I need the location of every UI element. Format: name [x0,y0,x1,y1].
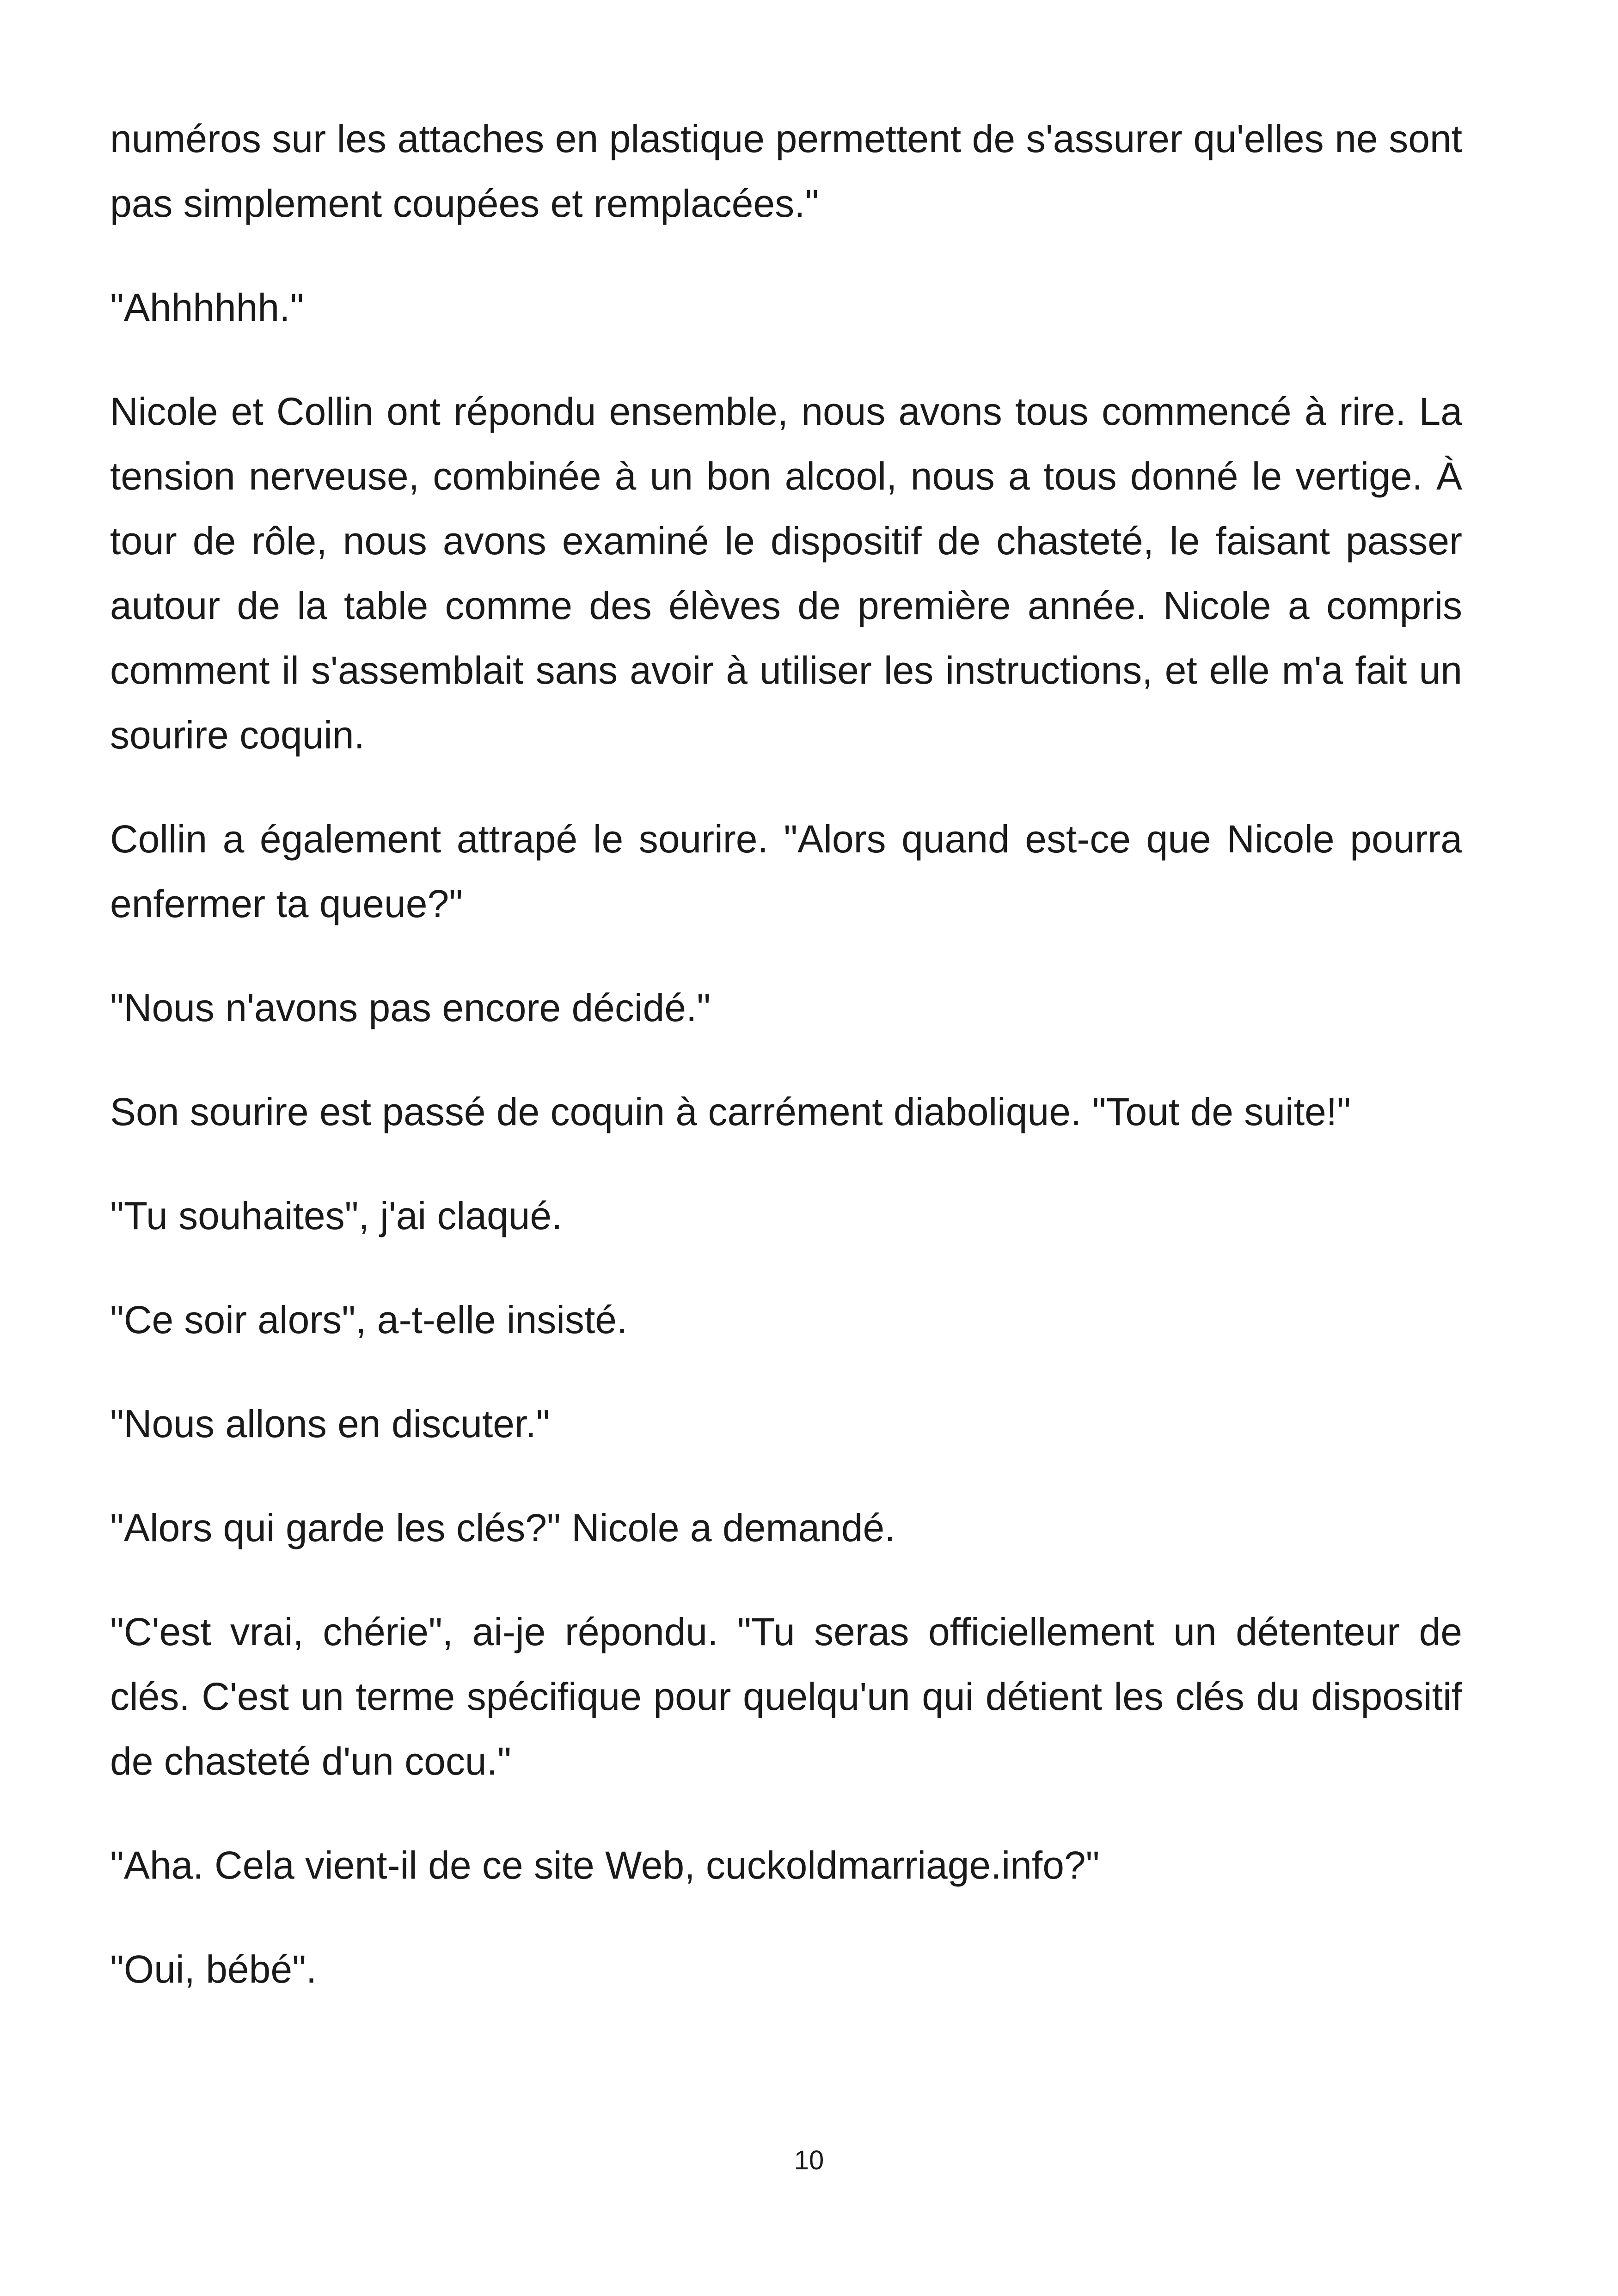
paragraph: "Aha. Cela vient-il de ce site Web, cuckoldmarriage.info?" [110,1843,1100,1887]
paragraph: "Ahhhhhh." [110,286,304,329]
paragraph: "Alors qui garde les clés?" Nicole a demandé. [110,1506,895,1549]
text-body [110,106,1462,2041]
paragraph: numéros sur les attaches en plastique permettent de s'assurer qu'elles ne sont pas simplement coupées et remplacées." [110,117,1462,225]
paragraph: Nicole et Collin ont répondu ensemble, nous avons tous commencé à rire. La tension nerveuse, combinée à un bon alcool, nous a tous donné le vertige. À tour de rôle, nous avons examiné le dispositif de chasteté, le faisant passer autour de la table comme des élèves de première année. Nicole a compris comment il s'assemblait sans avoir à utiliser les instructions, et elle m'a fait un sourire coquin. [110,390,1462,757]
paragraph: "Ce soir alors", a-t-elle insisté. [110,1298,628,1341]
paragraph: "Nous n'avons pas encore décidé." [110,986,711,1029]
page-number: 10 [794,2145,824,2175]
paragraph: Son sourire est passé de coquin à carrément diabolique. "Tout de suite!" [110,1090,1351,1133]
paragraph: "Nous allons en discuter." [110,1402,550,1445]
paragraph: "Oui, bébé". [110,1947,317,1991]
paragraph: "Tu souhaites", j'ai claqué. [110,1194,563,1237]
paragraph: "C'est vrai, chérie", ai-je répondu. "Tu seras officiellement un détenteur de clés. C'est un terme spécifique pour quelqu'un qui détient les clés du dispositif de chasteté d'un cocu." [110,1610,1462,1783]
paragraph: Collin a également attrapé le sourire. "Alors quand est-ce que Nicole pourra enfermer ta queue?" [110,817,1462,925]
